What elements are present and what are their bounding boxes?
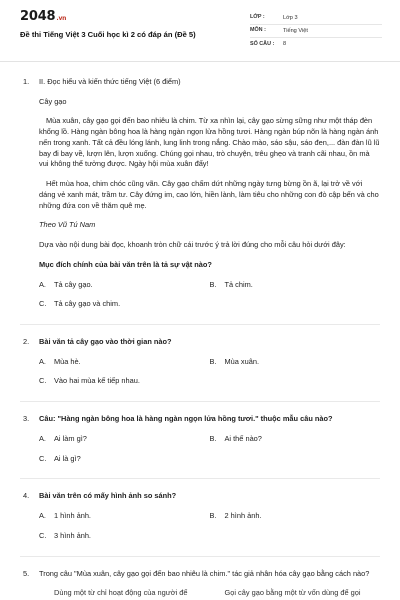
document-title: Đề thi Tiếng Việt 3 Cuối học kì 2 có đáp án (Đề 5) — [20, 30, 196, 39]
answer-options — [39, 511, 380, 550]
option-a[interactable]: A. Ai làm gì? — [39, 433, 87, 443]
option-b[interactable]: B. 2 hình ảnh. — [209, 511, 262, 521]
section-heading: II. Đọc hiểu và kiến thức tiếng Việt (6 điểm) — [39, 77, 181, 86]
exam-content — [0, 62, 400, 599]
option-b[interactable]: B. Mùa xuân. — [209, 356, 260, 366]
option-b[interactable]: Gọi cây gạo bằng một từ vốn dùng để gọi — [224, 588, 361, 598]
meta-class-row — [250, 12, 382, 25]
question-5 — [23, 569, 380, 599]
question-text: Mục đích chính của bài văn trên là tả sự vật nào? — [39, 259, 212, 269]
option-b[interactable]: B. Ai thế nào? — [209, 433, 262, 443]
divider — [20, 478, 380, 479]
option-c[interactable]: C. Vào hai mùa kế tiếp nhau. — [39, 376, 140, 386]
answer-options — [39, 434, 380, 473]
question-number: 4. — [23, 491, 30, 501]
option-c[interactable]: C. 3 hình ảnh. — [39, 530, 91, 540]
option-a[interactable]: A. Mùa hè. — [39, 356, 81, 366]
question-4 — [23, 491, 380, 550]
passage-paragraph-2: Hết mùa hoa, chim chóc cũng vãn. Cây gạo chấm dứt những ngày tưng bừng ồn ã, lại trở về với dáng vẻ xanh mát, trầm tư. Cây đứng im, cao lớn, hiền lành, làm tiêu cho những con đò cập bến và cho những đứa con về thăm quê mẹ. — [39, 179, 379, 210]
option-a[interactable]: A. Tả cây gạo. — [39, 279, 93, 289]
answer-options-partial — [39, 588, 380, 599]
question-text: Bài văn trên có mấy hình ảnh so sánh? — [39, 491, 177, 501]
question-2 — [23, 337, 380, 396]
meta-count-key: SỐ CÂU : — [250, 40, 275, 47]
option-c[interactable]: C. Ai là gì? — [39, 453, 81, 463]
question-3 — [23, 414, 380, 473]
instruction-text: Dựa vào nội dung bài đọc, khoanh tròn chữ cái trước ý trả lời đúng cho mỗi câu hỏi dưới đây: — [39, 240, 346, 250]
question-number: 1. — [23, 77, 30, 86]
meta-class-key: LỚP : — [250, 14, 265, 21]
answer-options — [39, 357, 380, 396]
meta-subject-key: MÔN : — [250, 27, 266, 34]
passage-author: Theo Vũ Tú Nam — [39, 220, 96, 230]
question-1 — [23, 77, 380, 319]
divider — [20, 401, 380, 402]
question-number: 2. — [23, 337, 30, 347]
question-text: Câu: "Hàng ngàn bông hoa là hàng ngàn ngọn lửa hồng tươi." thuộc mẫu câu nào? — [39, 414, 333, 424]
option-c[interactable]: C. Tả cây gạo và chim. — [39, 299, 121, 309]
passage-paragraph-1: Mùa xuân, cây gạo gọi đến bao nhiêu là chim. Từ xa nhìn lại, cây gạo sừng sững như một tháp đèn khổng lồ. Hàng ngàn bông hoa là hàng ngàn ngọn lửa hồng tươi. Hàng ngàn búp nõn là hàng ngàn ánh nến trong xanh. Tất cả đều lóng lánh, lung linh trong nắng. Chào mào, sáo sậu, sáo đen,... đàn đàn lũ lũ bay đi bay về, lượn lên, lượn xuống. Chúng gọi nhau, trò chuyện, trêu ghẹo và tranh cãi nhau, ồn mà vui không thể tưởng được. Ngày hội mùa xuân đấy! — [39, 116, 380, 169]
question-number: 3. — [23, 414, 30, 424]
question-text: Trong câu "Mùa xuân, cây gạo gọi đến bao nhiêu là chim." tác giả nhân hóa cây gạo bằng cách nào? — [39, 568, 370, 578]
divider — [20, 324, 380, 325]
passage-title: Cây gạo — [39, 96, 67, 106]
option-b[interactable]: B. Tả chim. — [209, 279, 253, 289]
site-logo[interactable]: 2048.vn — [20, 9, 67, 24]
meta-class-value: Lớp 3 — [283, 14, 298, 21]
meta-count-row — [250, 38, 382, 51]
option-a[interactable]: Dùng một từ chỉ hoạt động của người để — [54, 588, 188, 598]
question-number: 5. — [23, 568, 30, 578]
divider — [20, 556, 380, 557]
page-header — [0, 0, 400, 62]
option-a[interactable]: A. 1 hình ảnh. — [39, 511, 91, 521]
document-meta — [250, 12, 382, 51]
meta-subject-value: Tiếng Việt — [283, 27, 308, 34]
meta-count-value: 8 — [283, 41, 287, 48]
question-text: Bài văn tả cây gạo vào thời gian nào? — [39, 337, 172, 347]
meta-subject-row — [250, 25, 382, 38]
answer-options — [39, 280, 380, 319]
